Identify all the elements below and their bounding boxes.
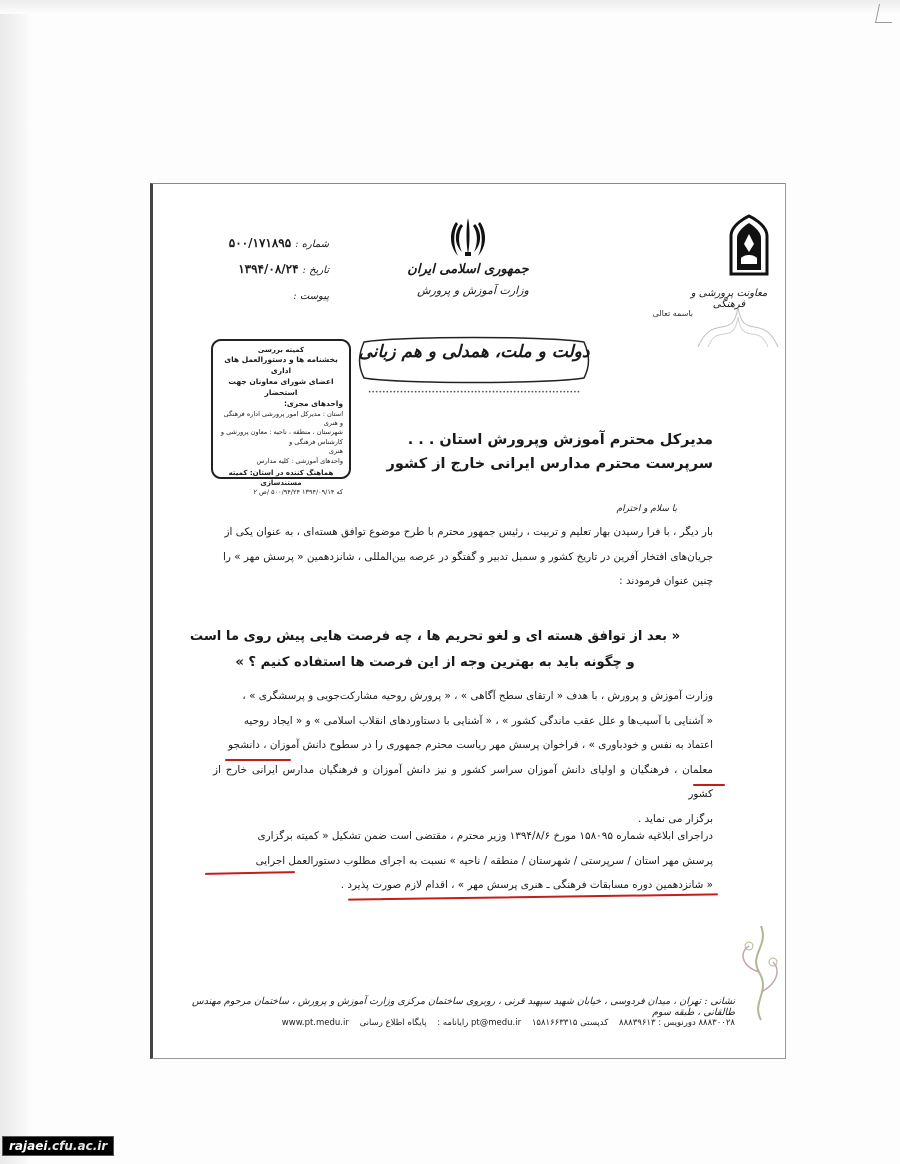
date-label: تاریخ : [302,265,329,276]
number-value: ۵۰۰/۱۷۱۸۹۵ [228,236,292,250]
recipient-line: سرپرست محترم مدارس ایرانی خارج از کشور [386,456,713,472]
department-logo-icon [727,214,771,276]
badge-prefix: rajaei [9,1139,48,1153]
footer-postal: کدپستی ۱۵۸۱۶۶۳۳۱۵ [531,1018,609,1028]
text-line: « آشنایی با آسیب‌ها و علل عقب ماندگی کشور » ، « آشنایی با دستاوردهای انقلاب اسلامی » و « ایجاد روحیه [243,714,713,727]
stamp-line: بخشنامه ها و دستورالعمل های اداری [224,355,338,376]
ministry-name: وزارت آموزش و پرورش [417,284,529,297]
paragraph [213,684,713,831]
republic-title: جمهوری اسلامی ایران [407,262,529,277]
text-line: جریان‌های افتخار آفرین در تاریخ کشور و سمبل تدبیر و گفتگو در عرصه بین‌المللی ، شانزدهمین « پرسش مهر » را [223,550,713,563]
floral-ornament-icon [731,922,789,1022]
quote-line: و چگونه باید به بهترین وجه از این فرصت ها استفاده کنیم ؟ » [235,655,635,670]
department-sub: باسمه تعالی [652,309,693,318]
stamp-line: هماهنگ کننده در استان: کمیته مستندسازی [228,469,334,488]
text-line: « شانزدهمین دوره مسابقات فرهنگی ـ هنری پرسش مهر » ، اقدام لازم صورت پذیرد . [340,879,713,891]
stamp-line: استان : مدیرکل امور پرورشی اداره فرهنگی و هنری [223,409,343,427]
footer-email: pt@medu.ir رایانامه : [437,1018,522,1028]
stamp-line: واحدهای آموزشی : کلیه مدارس [256,456,343,465]
recipient-line: مدیرکل محترم آموزش وپرورش استان . . . [407,432,713,448]
paragraph [213,520,713,594]
letter-date [219,262,329,276]
stamp-title: کمیته بررسی [257,346,305,354]
badge-suffix: .cfu.ac.ir [47,1139,108,1153]
date-value: ۱۳۹۴/۰۸/۲۴ [238,262,299,276]
department-name: معاونت پرورشی و فرهنگی [690,288,768,310]
paragraph [213,824,713,898]
text-line: پرسش مهر استان / سرپرستی / شهرستان / منطقه / ناحیه » نسبت به اجرای مطلوب دستورالعمل اجرایی [255,854,713,867]
stamp-line: هنری [328,447,343,456]
quote [175,624,695,676]
text-line: دراجرای ابلاغیه شماره ۱۵۸۰۹۵ مورخ ۱۳۹۴/۸/۶ وزیر محترم ، مقتضی است ضمن تشکیل « کمیته برگزاری [257,830,713,842]
stamp-line: اعضای شورای معاونان جهت استحضار [228,376,334,397]
stamp-line: واحدهای مجری: [283,398,343,408]
red-underline [225,759,291,761]
stamp-line: شهرستان ، منطقه ، ناحیه : معاون پرورشی و کارشناس فرهنگی و [220,428,343,446]
attachment-label: پیوست : [293,291,329,302]
scan-edge [0,0,28,1164]
text-line: بار دیگر ، با فرا رسیدن بهار تعلیم و تربیت ، رئیس جمهور محترم با طرح موضوع توافق هسته‌ای ، به عنوان یکی از [224,526,713,538]
letter-attachment [219,288,329,302]
slogan-underline: •••••••••••••••••••••••••••••••••••••••••••••••••••••••••••• [367,389,581,396]
quote-line: « بعد از توافق هسته ای و لغو تحریم ها ، چه فرصت هایی پیش روی ما است [189,629,681,644]
footer-web-label: پایگاه اطلاع رسانی [359,1018,427,1028]
letter-number [219,236,329,250]
footer-address: نشانی : تهران ، میدان فردوسی ، خیابان شهید سپهبد قرنی ، روبروی ساختمان مرکزی وزارت آموزش و پرورش ، ساختمان مرحوم مهندس طالقانی ، طبقه سوم [192,996,735,1018]
site-watermark [2,1136,114,1156]
salutation: با سلام و احترام [616,504,677,514]
slogan-text: دولت و ملت، همدلی و هم زبانی [358,342,590,362]
number-label: شماره : [295,239,329,250]
red-underline [693,784,725,786]
footer-phone: ۸۸۸۳۰۰۲۸ دورنویس : ۸۸۸۳۹۶۱۳ [619,1018,735,1028]
iran-emblem-icon [448,214,488,260]
ornament-icon [693,302,783,352]
text-line: اعتماد به نفس و خودباوری » ، فراخوان پرسش مهر ریاست محترم جمهوری را در سطوح دانش آموزان ، دانشجو [228,739,713,751]
corner-mark [875,4,896,23]
letter-page [150,183,786,1059]
text-line: معلمان ، فرهنگیان و اولیای دانش آموزان سراسر کشور و نیز دانش آموزان و فرهنگیان مدارس ایرانی خارج از کشور [213,763,713,800]
footer-contacts [175,1018,735,1028]
text-line: وزارت آموزش و پرورش ، با هدف « ارتقای سطح آگاهی » ، « پرورش روحیه مشارکت‌جویی و پرسشگری » ، [242,690,713,702]
stamp-line: که ۱۳۹۴/۰۹/۱۴ ۵۰۰/۹۴/۲۴ /ص ۲ [253,488,343,497]
text-line: برگزار می نماید . [637,812,713,825]
text-line: چنین عنوان فرمودند : [619,575,713,587]
scan-edge-top [0,0,900,14]
footer-website[interactable]: www.pt.medu.ir [281,1018,349,1028]
